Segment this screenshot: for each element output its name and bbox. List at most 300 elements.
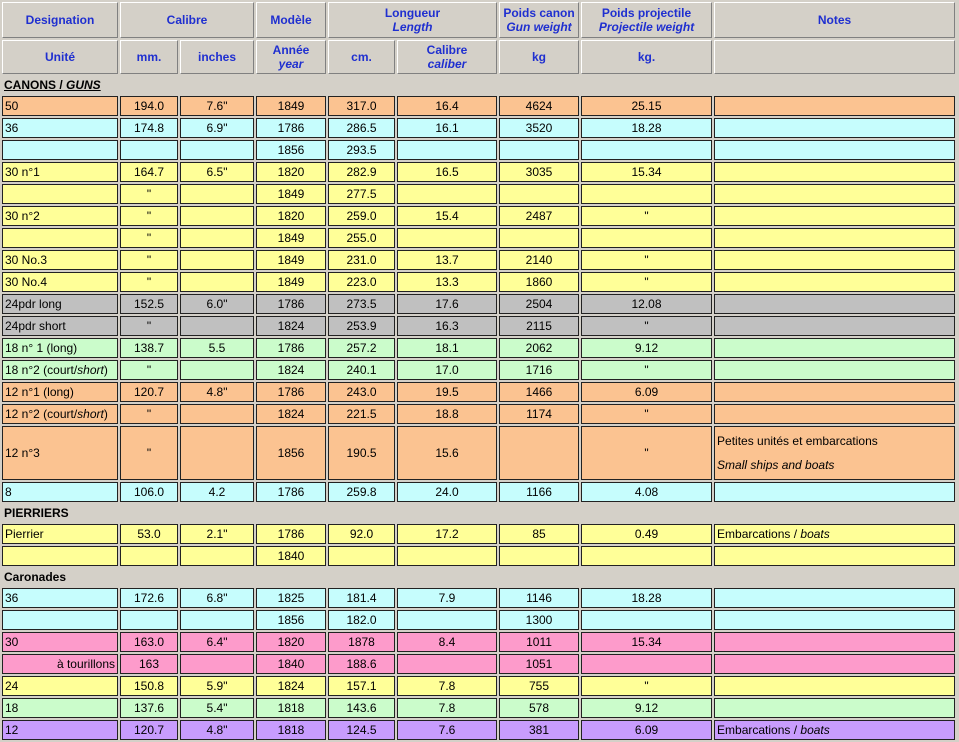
cell-poids-projectile: [581, 404, 712, 424]
cell-poids-projectile: [581, 676, 712, 696]
header-poids-projectile-fr: Poids projectile: [601, 6, 692, 20]
cell-calibre: [397, 294, 497, 314]
cell-annee: [256, 426, 326, 480]
cell-text: 18.1: [435, 341, 459, 355]
cell-mm: [120, 316, 178, 336]
section-caronades: [2, 568, 955, 586]
cell-text: 24pdr long: [5, 297, 62, 311]
cell-text: 1860: [525, 275, 553, 289]
cell-text: ": [644, 363, 649, 377]
cell-text: ": [644, 407, 649, 421]
cell-annee: [256, 294, 326, 314]
cell-text: 257.2: [346, 341, 377, 355]
cell-inches: [180, 546, 254, 566]
cell-notes: [714, 632, 955, 652]
section-row: [2, 76, 955, 94]
cell-text: 1818: [277, 723, 305, 737]
cell-cm: [328, 546, 395, 566]
cell-mm: [120, 382, 178, 402]
table-row: [2, 426, 955, 480]
cell-text: 13.3: [435, 275, 459, 289]
cell-annee: [256, 610, 326, 630]
cell-notes: [714, 96, 955, 116]
cell-text: 1786: [277, 341, 305, 355]
header-unite: Unité: [2, 40, 118, 74]
cell-poids-canon: [499, 546, 579, 566]
cell-text: 2140: [525, 253, 553, 267]
cell-text: ": [146, 231, 152, 245]
cell-text: ": [644, 319, 649, 333]
cell-text: ": [146, 363, 152, 377]
cell-text: 4624: [525, 99, 553, 113]
cell-text: 5.4": [206, 701, 228, 715]
cell-mm: [120, 228, 178, 248]
table-row: [2, 162, 955, 182]
cell-text: 137.6: [133, 701, 165, 715]
cell-text: 15.34: [631, 635, 662, 649]
cell-notes: [714, 250, 955, 270]
header-kg2: kg.: [581, 40, 712, 74]
cell-designation: [2, 546, 118, 566]
cell-cm: [328, 294, 395, 314]
header-poids-canon-en: Gun weight: [506, 20, 572, 34]
cell-text: 6.09: [634, 385, 659, 399]
cell-text: ": [146, 407, 152, 421]
cell-poids-projectile: [581, 610, 712, 630]
cell-text: 7.6: [438, 723, 456, 737]
cell-inches: [180, 96, 254, 116]
section-pierriers: [2, 504, 955, 522]
cell-text: 18 n°2 (court/: [5, 363, 78, 377]
cell-inches: [180, 316, 254, 336]
cell-notes: [714, 676, 955, 696]
cell-text: 2487: [525, 209, 553, 223]
cell-mm: [120, 272, 178, 292]
cell-calibre: [397, 206, 497, 226]
cell-text: 221.5: [346, 407, 377, 421]
cell-annee: [256, 228, 326, 248]
cell-annee: [256, 360, 326, 380]
cell-calibre: [397, 360, 497, 380]
cell-text: 16.3: [435, 319, 459, 333]
cell-inches: [180, 294, 254, 314]
cell-text: 106.0: [133, 485, 165, 499]
header-row-2: [2, 40, 955, 74]
cell-inches: [180, 632, 254, 652]
cell-text: Embarcations /: [717, 723, 801, 737]
cell-text-extra: short: [77, 407, 104, 421]
cell-text: 24pdr short: [5, 319, 66, 333]
cell-notes: [714, 654, 955, 674]
cell-text: 36: [5, 591, 19, 605]
cell-calibre: [397, 118, 497, 138]
cell-text: 1824: [277, 679, 305, 693]
cell-calibre: [397, 184, 497, 204]
cell-text: 36: [5, 121, 19, 135]
cell-text: 2115: [526, 319, 552, 333]
cell-text: 1856: [277, 143, 305, 157]
cell-annee: [256, 184, 326, 204]
cell-inches: [180, 140, 254, 160]
cell-text: 4.8": [206, 385, 228, 399]
section-caronades-text: Caronades: [4, 570, 67, 584]
cell-text: 1856: [277, 613, 305, 627]
cell-notes: [714, 426, 955, 480]
cell-notes: [714, 140, 955, 160]
cell-designation: [2, 206, 118, 226]
cell-inches: [180, 524, 254, 544]
cell-text: 1818: [277, 701, 305, 715]
cell-notes: [714, 272, 955, 292]
cell-poids-canon: [499, 654, 579, 674]
cell-text: 8: [5, 485, 12, 499]
cell-annee: [256, 482, 326, 502]
header-notes: Notes: [714, 2, 955, 38]
cell-designation: [2, 96, 118, 116]
table-row: [2, 720, 955, 740]
table-row: [2, 316, 955, 336]
cell-cm: [328, 382, 395, 402]
cell-annee: [256, 698, 326, 718]
header-calibre-col-en: caliber: [427, 57, 467, 71]
header-modele: Modèle: [256, 2, 326, 38]
cell-inches: [180, 588, 254, 608]
cell-text: 152.5: [133, 297, 165, 311]
cell-text: 85: [532, 527, 546, 541]
cell-poids-canon: [499, 338, 579, 358]
cell-text: 1849: [277, 231, 305, 245]
table-row: [2, 524, 955, 544]
cell-text: 2.1": [206, 527, 228, 541]
header-longueur-en: Length: [392, 20, 433, 34]
cell-inches: [180, 338, 254, 358]
cell-text: 1824: [277, 363, 305, 377]
cell-annee: [256, 632, 326, 652]
cell-text: 7.6": [206, 99, 228, 113]
table-row: [2, 698, 955, 718]
cell-text: 181.4: [346, 591, 377, 605]
cell-notes: [714, 338, 955, 358]
cell-cm: [328, 118, 395, 138]
cell-text: ": [644, 209, 649, 223]
cell-cm: [328, 482, 395, 502]
cell-cm: [328, 206, 395, 226]
cell-text: 16.5: [435, 165, 459, 179]
cell-designation: [2, 294, 118, 314]
cell-text: 163: [138, 657, 160, 671]
cell-poids-projectile: [581, 316, 712, 336]
cell-designation: [2, 588, 118, 608]
header-longueur: [328, 2, 497, 38]
cell-notes: [714, 546, 955, 566]
cell-text: 1466: [525, 385, 553, 399]
cell-poids-canon: [499, 482, 579, 502]
cell-annee: [256, 118, 326, 138]
cell-text: 231.0: [346, 253, 377, 267]
cell-text: 1820: [277, 635, 305, 649]
cell-text-extra: boats: [800, 723, 830, 737]
cell-text: 1786: [277, 121, 305, 135]
cell-inches: [180, 404, 254, 424]
cell-mm: [120, 426, 178, 480]
cell-text: 1820: [277, 209, 305, 223]
cell-text: 273.5: [346, 297, 377, 311]
cell-annee: [256, 382, 326, 402]
cell-poids-canon: [499, 162, 579, 182]
cell-calibre: [397, 676, 497, 696]
table-row: [2, 206, 955, 226]
cell-text: 253.9: [346, 319, 377, 333]
cell-text: 92.0: [349, 527, 374, 541]
cell-annee: [256, 316, 326, 336]
cell-designation: [2, 524, 118, 544]
cell-notes: [714, 720, 955, 740]
cell-mm: [120, 140, 178, 160]
cell-calibre: [397, 720, 497, 740]
table-row: [2, 482, 955, 502]
cell-mm: [120, 118, 178, 138]
cell-mm: [120, 184, 178, 204]
cell-text: 2062: [525, 341, 553, 355]
header-poids-projectile: [581, 2, 712, 38]
table-row: [2, 294, 955, 314]
header-kg: kg: [499, 40, 579, 74]
cell-poids-canon: [499, 272, 579, 292]
cell-mm: [120, 654, 178, 674]
cell-text: 172.6: [133, 591, 165, 605]
table-row: [2, 184, 955, 204]
cell-text: 174.8: [133, 121, 165, 135]
cell-annee: [256, 720, 326, 740]
cell-text: 6.8": [206, 591, 228, 605]
cell-notes: [714, 698, 955, 718]
cell-text: 243.0: [346, 385, 377, 399]
cell-inches: [180, 610, 254, 630]
cell-text: 286.5: [346, 121, 377, 135]
cell-inches: [180, 654, 254, 674]
cell-inches: [180, 250, 254, 270]
cell-text: 4.8": [206, 723, 228, 737]
header-cm: cm.: [328, 40, 395, 74]
cell-poids-canon: [499, 426, 579, 480]
cell-mm: [120, 588, 178, 608]
cell-text: 164.7: [133, 165, 165, 179]
cell-designation: [2, 676, 118, 696]
cell-text: 17.0: [435, 363, 459, 377]
cell-calibre: [397, 382, 497, 402]
cell-designation: [2, 698, 118, 718]
cell-poids-projectile: [581, 720, 712, 740]
cell-notes: [714, 206, 955, 226]
cell-text: 182.0: [346, 613, 377, 627]
cell-annee: [256, 250, 326, 270]
cell-text: 1825: [277, 591, 305, 605]
table-row: [2, 96, 955, 116]
cell-text: ": [146, 187, 152, 201]
cell-calibre: [397, 140, 497, 160]
cell-poids-projectile: [581, 206, 712, 226]
cell-mm: [120, 610, 178, 630]
header-row-1: [2, 2, 955, 38]
cell-text: ": [146, 446, 152, 460]
cell-text: 30 No.4: [5, 275, 48, 289]
cell-text: 18.28: [631, 121, 662, 135]
cell-text: 9.12: [634, 701, 659, 715]
cell-text: 4.08: [634, 485, 659, 499]
cell-poids-projectile: [581, 96, 712, 116]
cell-text: 19.5: [435, 385, 459, 399]
table-row: [2, 654, 955, 674]
cell-poids-canon: [499, 360, 579, 380]
cell-cm: [328, 524, 395, 544]
cell-text: 240.1: [346, 363, 377, 377]
cell-text: 30 n°1: [5, 165, 40, 179]
cell-text: 8.4: [438, 635, 456, 649]
cell-designation: [2, 654, 118, 674]
cell-notes: [714, 118, 955, 138]
cell-inches: [180, 676, 254, 696]
cell-notes: [714, 482, 955, 502]
section-canons: [2, 76, 955, 94]
cell-poids-projectile: [581, 184, 712, 204]
cell-poids-canon: [499, 610, 579, 630]
cell-cm: [328, 96, 395, 116]
cell-poids-canon: [499, 524, 579, 544]
cell-text: 282.9: [346, 165, 377, 179]
cell-text: 120.7: [133, 385, 165, 399]
cell-inches: [180, 720, 254, 740]
header-annee-en: year: [278, 57, 304, 71]
table-row: [2, 382, 955, 402]
cell-calibre: [397, 228, 497, 248]
cell-text: 18.28: [631, 591, 662, 605]
header-longueur-fr: Longueur: [384, 6, 441, 20]
cell-designation: [2, 316, 118, 336]
cell-cm: [328, 654, 395, 674]
header-poids-projectile-en: Projectile weight: [598, 20, 695, 34]
cell-text: 25.15: [631, 99, 662, 113]
cell-text: 30 No.3: [5, 253, 48, 267]
cell-poids-projectile: [581, 272, 712, 292]
cell-text: 30: [5, 635, 19, 649]
cell-poids-canon: [499, 96, 579, 116]
cell-poids-canon: [499, 250, 579, 270]
cell-notes: [714, 162, 955, 182]
cell-cm: [328, 184, 395, 204]
cell-calibre: [397, 338, 497, 358]
cell-text: ": [146, 275, 152, 289]
cell-poids-projectile: [581, 382, 712, 402]
cell-text: 259.0: [346, 209, 377, 223]
cell-text: 1786: [277, 527, 305, 541]
cell-text: 1051: [525, 657, 553, 671]
header-poids-canon: [499, 2, 579, 38]
cell-designation: [2, 610, 118, 630]
header-calibre-col-fr: Calibre: [426, 43, 468, 57]
cell-text: 12.08: [631, 297, 662, 311]
cell-annee: [256, 404, 326, 424]
cell-text: 50: [5, 99, 19, 113]
cell-calibre: [397, 426, 497, 480]
cell-text: 1011: [526, 635, 552, 649]
cell-designation: [2, 338, 118, 358]
cell-text: 578: [529, 701, 550, 715]
table-row: [2, 140, 955, 160]
cell-cm: [328, 338, 395, 358]
cell-calibre: [397, 632, 497, 652]
cell-text: 18: [5, 701, 19, 715]
cell-text: 1824: [277, 319, 305, 333]
cell-inches: [180, 426, 254, 480]
header-annee: [256, 40, 326, 74]
cell-text: 1146: [526, 591, 552, 605]
cell-mm: [120, 360, 178, 380]
note-fr: Petites unités et embarcations: [717, 434, 878, 448]
cell-cm: [328, 316, 395, 336]
cell-designation: [2, 426, 118, 480]
cell-designation: [2, 632, 118, 652]
cell-poids-canon: [499, 404, 579, 424]
cell-text: 1166: [526, 485, 552, 499]
cell-cm: [328, 426, 395, 480]
cell-cm: [328, 272, 395, 292]
cell-notes: [714, 228, 955, 248]
cell-calibre: [397, 316, 497, 336]
cell-text: 124.5: [346, 723, 377, 737]
cell-inches: [180, 272, 254, 292]
header-annee-fr: Année: [272, 43, 310, 57]
cell-text: 24: [5, 679, 19, 693]
cell-calibre: [397, 654, 497, 674]
section-row: [2, 568, 955, 586]
cell-text: 317.0: [346, 99, 377, 113]
header-poids-canon-fr: Poids canon: [503, 6, 575, 20]
cell-notes: [714, 360, 955, 380]
cell-text: 120.7: [133, 723, 165, 737]
cell-text: 1849: [277, 187, 305, 201]
cell-text: 12 n°1 (long): [5, 385, 74, 399]
cell-poids-canon: [499, 698, 579, 718]
cell-poids-projectile: [581, 698, 712, 718]
cell-poids-canon: [499, 118, 579, 138]
cell-text: 150.8: [133, 679, 165, 693]
cell-inches: [180, 162, 254, 182]
table-row: [2, 338, 955, 358]
cell-text: 381: [529, 723, 550, 737]
cell-text: 9.12: [634, 341, 659, 355]
cell-text-extra: ): [103, 363, 108, 377]
cell-cm: [328, 140, 395, 160]
cell-poids-projectile: [581, 118, 712, 138]
cell-text: 16.4: [435, 99, 459, 113]
cell-text: 53.0: [137, 527, 161, 541]
table-row: [2, 118, 955, 138]
cell-text: 15.34: [631, 165, 662, 179]
cell-poids-projectile: [581, 654, 712, 674]
cell-annee: [256, 96, 326, 116]
cell-annee: [256, 546, 326, 566]
cell-text: 1786: [277, 297, 305, 311]
header-calibre: Calibre: [120, 2, 254, 38]
cell-text: 12 n°3: [5, 446, 40, 460]
cell-text: ": [146, 209, 152, 223]
cell-poids-canon: [499, 632, 579, 652]
cell-notes: [714, 524, 955, 544]
cell-text: ": [644, 253, 649, 267]
cell-annee: [256, 588, 326, 608]
cell-cm: [328, 698, 395, 718]
cell-notes: [714, 316, 955, 336]
